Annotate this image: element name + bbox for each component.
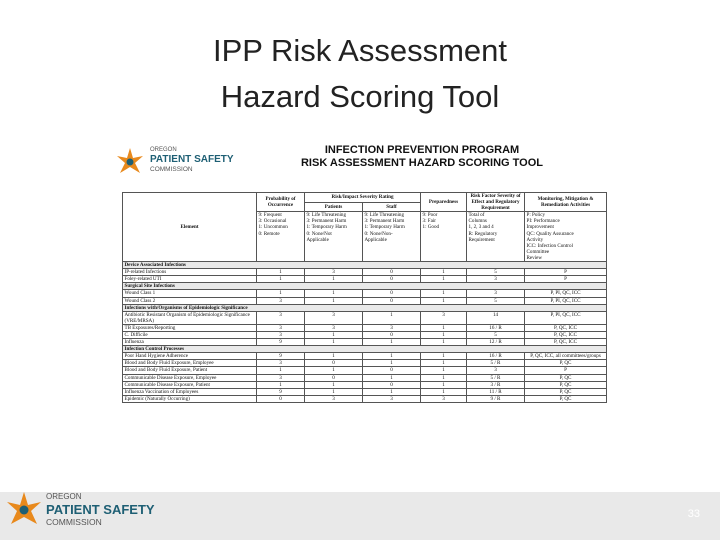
cell-prob: 1: [257, 269, 305, 276]
cell-pat: 1: [305, 353, 363, 360]
cell-staff: 0: [363, 290, 421, 297]
cell-element: Blood and Body Fluid Exposure, Employee: [123, 360, 257, 367]
header-patients: Patients: [305, 202, 363, 212]
footer-logo-line-2: PATIENT SAFETY: [46, 502, 155, 517]
footer-logo: [6, 474, 166, 534]
legend-patients-line: Applicable: [306, 236, 329, 243]
cell-mon: P, QC: [525, 374, 607, 381]
document-heading-line-2: RISK ASSESSMENT HAZARD SCORING TOOL: [300, 157, 544, 169]
doc-logo-line-2: PATIENT SAFETY: [150, 154, 234, 165]
legend-monitoring-line: P: Policy: [526, 212, 546, 219]
legend-preparedness-line: 1: Good: [422, 224, 440, 231]
section-row: [123, 346, 607, 353]
legend-probability-line: 3: Occasional: [258, 218, 287, 225]
cell-total: 3: [467, 290, 525, 297]
legend-risk-factor: [467, 212, 525, 262]
table-row: [123, 297, 607, 304]
document-heading: [262, 144, 582, 170]
cell-prob: 0: [257, 395, 305, 402]
legend-patients-line: 3: Permanent Harm: [306, 218, 347, 225]
cell-pat: 1: [305, 381, 363, 388]
cell-pat: 1: [305, 367, 363, 374]
table-row: [123, 311, 607, 324]
header-element: Element: [123, 193, 257, 262]
document-heading-line-1: INFECTION PREVENTION PROGRAM: [324, 144, 520, 156]
section-title: Surgical Site Infections: [123, 283, 607, 290]
cell-prep: 1: [421, 367, 467, 374]
legend-patients-line: 1: Temporary Harm: [306, 224, 347, 231]
slide-title-line-2: Hazard Scoring Tool: [220, 79, 500, 114]
cell-prep: 3: [421, 395, 467, 402]
legend-probability-line: 1: Uncommon: [258, 224, 288, 231]
cell-prep: 3: [421, 311, 467, 324]
table-row: [123, 290, 607, 297]
doc-logo-line-1: OREGON: [150, 147, 177, 153]
legend-preparedness-line: 3: Fair: [422, 218, 436, 225]
cell-element: Foley-related UTI: [123, 276, 257, 283]
cell-staff: 0: [363, 331, 421, 338]
cell-mon: P, QC, ICC: [525, 324, 607, 331]
cell-element: Communicable Disease Exposure, Employee: [123, 374, 257, 381]
cell-prob: 1: [257, 276, 305, 283]
cell-pat: 1: [305, 339, 363, 346]
cell-prep: 1: [421, 331, 467, 338]
legend-risk-factor-line: R: Regulatory: [468, 230, 498, 237]
cell-element: IP-related Infections: [123, 269, 257, 276]
cell-prep: 1: [421, 269, 467, 276]
table-row: [123, 381, 607, 388]
cell-pat: 3: [305, 269, 363, 276]
legend-staff: [363, 212, 421, 262]
legend-monitoring-line: Review: [526, 254, 543, 261]
cell-total: 3: [467, 367, 525, 374]
cell-mon: P, PI, QC, ICC: [525, 290, 607, 297]
legend-staff-line: 1: Temporary Harm: [364, 224, 405, 231]
legend-probability-line: 9: Frequent: [258, 212, 282, 219]
cell-element: Wound Class 2: [123, 297, 257, 304]
legend-risk-factor-line: Columns: [468, 218, 487, 225]
cell-pat: 3: [305, 311, 363, 324]
cell-staff: 1: [363, 360, 421, 367]
legend-staff-line: 9: Life Threatening: [364, 212, 405, 219]
cell-prep: 1: [421, 353, 467, 360]
cell-mon: P, QC: [525, 360, 607, 367]
cell-total: 16 / R: [467, 324, 525, 331]
cell-prob: 1: [257, 290, 305, 297]
cell-pat: 1: [305, 331, 363, 338]
legend-preparedness-line: 9: Poor: [422, 212, 438, 219]
table-row: [123, 374, 607, 381]
cell-mon: P, QC, ICC: [525, 331, 607, 338]
page-number: 33: [687, 508, 700, 520]
cell-total: 11 / R: [467, 388, 525, 395]
cell-element: Poor Hand Hygiene Adherence: [123, 353, 257, 360]
table-row: [123, 353, 607, 360]
section-row: [123, 304, 607, 311]
cell-total: 3: [467, 276, 525, 283]
cell-prep: 1: [421, 339, 467, 346]
cell-total: 5: [467, 297, 525, 304]
cell-prep: 1: [421, 276, 467, 283]
cell-mon: P, QC: [525, 388, 607, 395]
legend-risk-factor-line: Total of: [468, 212, 485, 219]
cell-element: Antibiotic Resistant Organism of Epidemiologic Significance (VRE/MRSA): [123, 311, 257, 324]
cell-element: Influenza: [123, 339, 257, 346]
footer-logo-line-3: COMMISSION: [46, 517, 102, 527]
table-row: [123, 331, 607, 338]
cell-total: 5: [467, 331, 525, 338]
cell-mon: P, QC: [525, 395, 607, 402]
embedded-document: [112, 132, 612, 477]
cell-prob: 3: [257, 331, 305, 338]
doc-logo: [116, 138, 246, 182]
cell-prob: 3: [257, 374, 305, 381]
cell-staff: 0: [363, 381, 421, 388]
cell-total: 12 / R: [467, 339, 525, 346]
cell-mon: P, QC, ICC, all committees/groups: [525, 353, 607, 360]
legend-monitoring-line: Committee: [526, 248, 550, 255]
cell-pat: 3: [305, 324, 363, 331]
legend-patients: [305, 212, 363, 262]
legend-monitoring: [525, 212, 607, 262]
cell-prep: 1: [421, 324, 467, 331]
cell-total: 16 / R: [467, 353, 525, 360]
cell-mon: P, PI, QC, ICC: [525, 297, 607, 304]
cell-element: Communicable Disease Exposure, Patient: [123, 381, 257, 388]
table-row: [123, 276, 607, 283]
legend-monitoring-line: Activity: [526, 236, 544, 243]
risk-scoring-table: [122, 192, 607, 403]
legend-patients-line: 9: Life Threatening: [306, 212, 347, 219]
legend-monitoring-line: Improvement: [526, 224, 554, 231]
table-row: [123, 360, 607, 367]
cell-element: TB Exposures/Reporting: [123, 324, 257, 331]
cell-total: 9 / R: [467, 395, 525, 402]
cell-prob: 3: [257, 311, 305, 324]
legend-staff-line: 0: None/Non-: [364, 230, 393, 237]
cell-prob: 9: [257, 388, 305, 395]
cell-prep: 1: [421, 290, 467, 297]
header-preparedness: Preparedness: [421, 193, 467, 212]
cell-pat: 0: [305, 374, 363, 381]
cell-staff: 1: [363, 353, 421, 360]
legend-monitoring-line: QC: Quality Assurance: [526, 230, 574, 237]
cell-prob: 9: [257, 353, 305, 360]
table-row: [123, 367, 607, 374]
cell-prob: 3: [257, 360, 305, 367]
cell-prep: 1: [421, 297, 467, 304]
legend-patients-line: 0: None/Not: [306, 230, 332, 237]
cell-total: 5 / R: [467, 374, 525, 381]
cell-total: 3 / R: [467, 381, 525, 388]
cell-staff: 1: [363, 388, 421, 395]
cell-mon: P: [525, 269, 607, 276]
cell-mon: P, QC, ICC: [525, 339, 607, 346]
legend-risk-factor-line: Requirement: [468, 236, 495, 243]
slide-title: [0, 28, 720, 120]
cell-staff: 0: [363, 367, 421, 374]
cell-prob: 3: [257, 324, 305, 331]
cell-mon: P, QC: [525, 381, 607, 388]
cell-prep: 1: [421, 360, 467, 367]
cell-staff: 0: [363, 269, 421, 276]
cell-pat: 3: [305, 395, 363, 402]
cell-staff: 3: [363, 324, 421, 331]
legend-preparedness: [421, 212, 467, 262]
cell-total: 5 / R: [467, 360, 525, 367]
cell-pat: 1: [305, 290, 363, 297]
cell-staff: 3: [363, 395, 421, 402]
legend-probability: [257, 212, 305, 262]
section-title: Device Associated Infections: [123, 262, 607, 269]
header-probability: Probability of Occurrence: [257, 193, 305, 212]
cell-element: Influenza Vaccination of Employees: [123, 388, 257, 395]
star-burst-icon: [7, 492, 41, 524]
cell-staff: 1: [363, 374, 421, 381]
legend-monitoring-line: PI: Performance: [526, 218, 560, 225]
footer-logo-line-1: OREGON: [46, 492, 82, 501]
legend-probability-line: 0: Remote: [258, 230, 280, 237]
cell-total: 14: [467, 311, 525, 324]
cell-element: Epidemic (Naturally Occurring): [123, 395, 257, 402]
cell-element: Blood and Body Fluid Exposure, Patient: [123, 367, 257, 374]
section-row: [123, 262, 607, 269]
cell-prob: 9: [257, 339, 305, 346]
doc-logo-line-3: COMMISSION: [150, 166, 193, 173]
cell-prob: 3: [257, 297, 305, 304]
header-staff: Staff: [363, 202, 421, 212]
section-title: Infection Control Processes: [123, 346, 607, 353]
cell-pat: 1: [305, 297, 363, 304]
table-row: [123, 269, 607, 276]
cell-element: C. Difficile: [123, 331, 257, 338]
table-row: [123, 395, 607, 402]
table-row: [123, 324, 607, 331]
cell-prep: 1: [421, 374, 467, 381]
cell-prep: 1: [421, 388, 467, 395]
section-title: Infections with/Organisms of Epidemiologic Significance: [123, 304, 607, 311]
cell-pat: 1: [305, 388, 363, 395]
cell-mon: P: [525, 276, 607, 283]
table-row: [123, 339, 607, 346]
cell-pat: 0: [305, 360, 363, 367]
header-monitoring: Monitoring, Mitigation & Remediation Activities: [525, 193, 607, 212]
header-risk-impact: Risk/Impact Severity Rating: [305, 193, 421, 203]
section-row: [123, 283, 607, 290]
legend-risk-factor-line: 1, 2, 3 and 4: [468, 224, 494, 231]
cell-mon: P: [525, 367, 607, 374]
cell-staff: 1: [363, 311, 421, 324]
legend-staff-line: 3: Permanent Harm: [364, 218, 405, 225]
table-row: [123, 388, 607, 395]
legend-staff-line: Applicable: [364, 236, 387, 243]
cell-staff: 0: [363, 276, 421, 283]
cell-staff: 0: [363, 297, 421, 304]
star-burst-icon: [117, 148, 143, 173]
cell-prep: 1: [421, 381, 467, 388]
cell-prob: 1: [257, 381, 305, 388]
cell-staff: 1: [363, 339, 421, 346]
cell-total: 5: [467, 269, 525, 276]
cell-prob: 1: [257, 367, 305, 374]
cell-pat: 1: [305, 276, 363, 283]
legend-monitoring-line: ICC: Infection Control: [526, 242, 573, 249]
slide-title-line-1: IPP Risk Assessment: [212, 33, 508, 68]
cell-mon: P, PI, QC, ICC: [525, 311, 607, 324]
header-risk-factor: Risk Factor Severity of Effect and Regulatory Requirement: [467, 193, 525, 212]
cell-element: Wound Class 1: [123, 290, 257, 297]
